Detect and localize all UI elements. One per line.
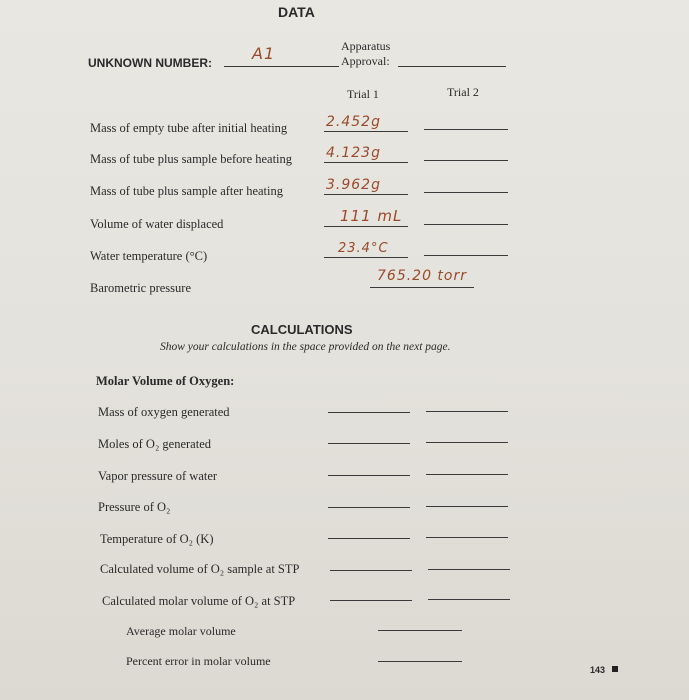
calculations-title: CALCULATIONS bbox=[251, 322, 353, 337]
trial1-line bbox=[324, 162, 408, 163]
calc-trial1-line bbox=[328, 475, 410, 476]
trial2-line bbox=[424, 224, 508, 225]
trial1-line bbox=[324, 226, 408, 227]
data-row-label: Volume of water displaced bbox=[90, 217, 224, 231]
calc-trial1-line bbox=[328, 507, 410, 508]
trial1-value: 23.4°C bbox=[338, 241, 389, 256]
calc-trial1-line bbox=[330, 600, 412, 601]
unknown-number-line bbox=[224, 66, 339, 67]
data-row-label: Mass of empty tube after initial heating bbox=[90, 121, 288, 135]
trial1-line bbox=[324, 194, 408, 195]
trial2-line bbox=[424, 255, 508, 256]
calc-row-label: Vapor pressure of water bbox=[98, 469, 218, 483]
data-row-label: Barometric pressure bbox=[90, 281, 192, 295]
calc-row-label: Moles of O₂ generated bbox=[98, 437, 212, 451]
trial2-line bbox=[424, 192, 508, 193]
calc-trial1-line bbox=[328, 443, 410, 444]
apparatus-label: Apparatus bbox=[341, 39, 391, 53]
calc-row-label: Calculated volume of O₂ sample at STP bbox=[100, 562, 300, 576]
calc-trial2-line bbox=[426, 442, 508, 443]
unknown-number-label: UNKNOWN NUMBER: bbox=[88, 56, 212, 70]
pressure-value: 765.20 torr bbox=[377, 268, 468, 284]
data-title: DATA bbox=[278, 4, 315, 20]
calc-trial2-line bbox=[426, 506, 508, 507]
data-row-label: Mass of tube plus sample after heating bbox=[90, 184, 284, 198]
trial1-value: 4.123g bbox=[326, 145, 381, 161]
calc-trial1-line bbox=[328, 412, 410, 413]
trial1-line bbox=[324, 131, 408, 132]
trial2-header: Trial 2 bbox=[447, 85, 479, 99]
approval-line bbox=[398, 66, 506, 67]
trial2-line bbox=[424, 160, 508, 161]
calc-row-label: Pressure of O₂ bbox=[98, 500, 171, 514]
calc-trial1-line bbox=[330, 570, 412, 571]
calc-trial2-line bbox=[426, 474, 508, 475]
calc-trial2-line bbox=[428, 599, 510, 600]
percent-error-line bbox=[378, 661, 462, 662]
calc-row-label: Temperature of O₂ (K) bbox=[100, 532, 214, 546]
calc-row-label: Mass of oxygen generated bbox=[98, 405, 230, 419]
approval-label: Approval: bbox=[341, 54, 390, 68]
molar-volume-heading: Molar Volume of Oxygen: bbox=[96, 374, 235, 388]
calc-trial1-line bbox=[328, 538, 410, 539]
calculations-subtitle: Show your calculations in the space provided on the next page. bbox=[160, 341, 451, 353]
page-number: 143 bbox=[590, 665, 606, 675]
calc-trial2-line bbox=[428, 569, 510, 570]
calc-row-label: Calculated molar volume of O₂ at STP bbox=[102, 594, 296, 608]
trial1-line bbox=[324, 257, 408, 258]
trial1-value: 111 mL bbox=[340, 207, 403, 225]
average-molar-volume-line bbox=[378, 630, 462, 631]
trial2-line bbox=[424, 129, 508, 130]
data-row-label: Mass of tube plus sample before heating bbox=[90, 152, 293, 166]
calc-trial2-line bbox=[426, 537, 508, 538]
calc-trial2-line bbox=[426, 411, 508, 412]
trial1-value: 2.452g bbox=[326, 114, 381, 130]
trial1-header: Trial 1 bbox=[347, 87, 379, 101]
pressure-line bbox=[370, 287, 474, 288]
percent-error-label: Percent error in molar volume bbox=[126, 654, 271, 668]
average-molar-volume-label: Average molar volume bbox=[126, 624, 236, 638]
page-marker bbox=[612, 666, 618, 672]
data-row-label: Water temperature (°C) bbox=[90, 249, 208, 263]
unknown-number-value: A1 bbox=[252, 44, 276, 63]
trial1-value: 3.962g bbox=[326, 177, 381, 193]
